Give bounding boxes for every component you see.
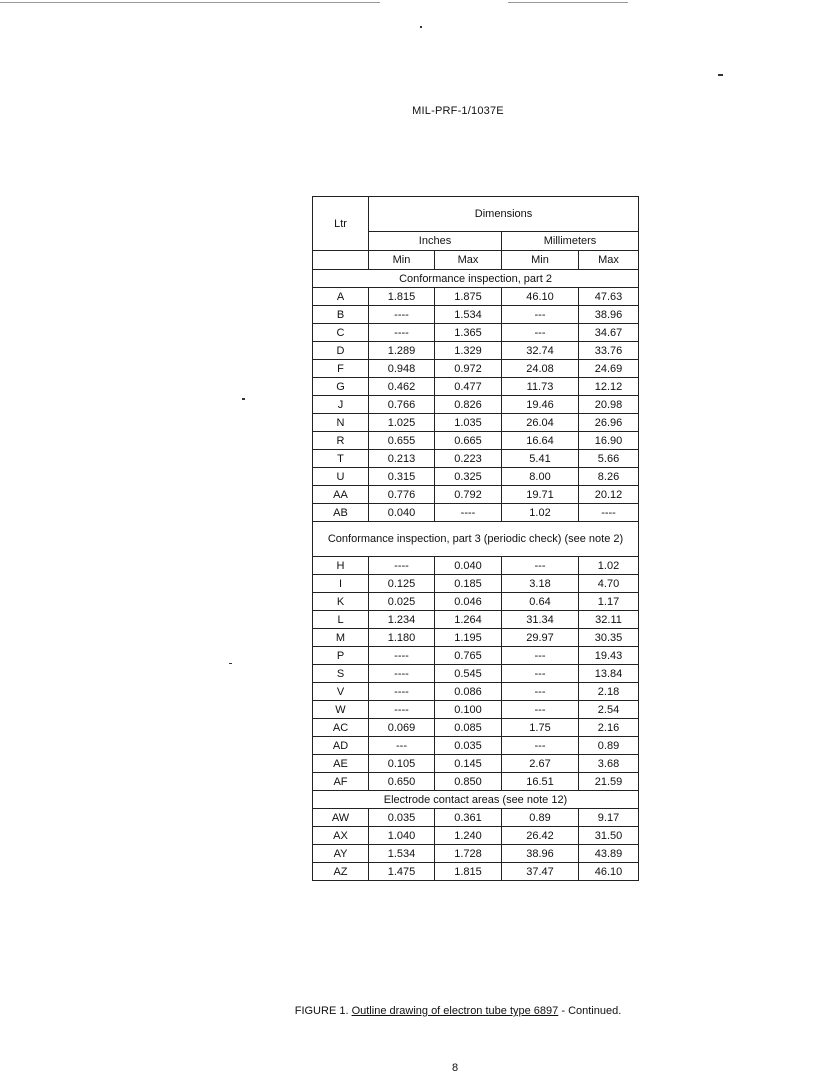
letter-cell: T [313, 450, 369, 468]
inches-header: Inches [369, 232, 502, 251]
value-cell: 21.59 [579, 773, 639, 791]
letter-cell: AX [313, 827, 369, 845]
letter-cell: S [313, 665, 369, 683]
value-cell: 24.08 [502, 360, 579, 378]
value-cell: 31.34 [502, 611, 579, 629]
scan-edge-line [508, 2, 628, 3]
letter-cell: AW [313, 809, 369, 827]
mm-min-header: Min [502, 251, 579, 270]
value-cell: 0.125 [369, 575, 435, 593]
table-body [313, 270, 639, 881]
value-cell: 1.289 [369, 342, 435, 360]
value-cell: 1.534 [435, 306, 502, 324]
table-row [313, 504, 639, 522]
value-cell: 0.100 [435, 701, 502, 719]
value-cell: 0.035 [369, 809, 435, 827]
value-cell: --- [502, 306, 579, 324]
value-cell: 1.329 [435, 342, 502, 360]
scan-edge-line [0, 2, 380, 3]
letter-cell: AZ [313, 863, 369, 881]
document-id: MIL-PRF-1/1037E [412, 105, 504, 117]
value-cell: 19.71 [502, 486, 579, 504]
value-cell: 9.17 [579, 809, 639, 827]
letter-cell: AD [313, 737, 369, 755]
scan-speck [242, 398, 245, 400]
table-row [313, 450, 639, 468]
value-cell: 1.02 [502, 504, 579, 522]
table-row [313, 306, 639, 324]
value-cell: --- [502, 324, 579, 342]
value-cell: 16.64 [502, 432, 579, 450]
value-cell: 0.025 [369, 593, 435, 611]
value-cell: ---- [579, 504, 639, 522]
dimensions-table [312, 196, 639, 881]
value-cell: 8.26 [579, 468, 639, 486]
letter-cell: F [313, 360, 369, 378]
value-cell: 1.02 [579, 557, 639, 575]
value-cell: 0.792 [435, 486, 502, 504]
table-row [313, 629, 639, 647]
letter-cell: AE [313, 755, 369, 773]
value-cell: 26.42 [502, 827, 579, 845]
value-cell: 26.96 [579, 414, 639, 432]
scan-speck [718, 74, 723, 76]
value-cell: 4.70 [579, 575, 639, 593]
table-row [313, 737, 639, 755]
value-cell: 3.68 [579, 755, 639, 773]
ltr-header: Ltr [313, 197, 369, 251]
value-cell: 0.185 [435, 575, 502, 593]
letter-cell: I [313, 575, 369, 593]
table-row [313, 342, 639, 360]
letter-cell: J [313, 396, 369, 414]
value-cell: --- [502, 557, 579, 575]
value-cell: 0.948 [369, 360, 435, 378]
value-cell: 1.815 [435, 863, 502, 881]
letter-cell: R [313, 432, 369, 450]
table-row [313, 863, 639, 881]
value-cell: 31.50 [579, 827, 639, 845]
inches-max-header: Max [435, 251, 502, 270]
value-cell: 38.96 [502, 845, 579, 863]
caption-prefix: FIGURE 1. [294, 1005, 349, 1017]
table-row [313, 773, 639, 791]
value-cell: 8.00 [502, 468, 579, 486]
section-heading: Electrode contact areas (see note 12) [313, 791, 639, 809]
letter-cell: AF [313, 773, 369, 791]
value-cell: 0.655 [369, 432, 435, 450]
value-cell: 19.46 [502, 396, 579, 414]
value-cell: --- [502, 701, 579, 719]
value-cell: 1.195 [435, 629, 502, 647]
table-row [313, 378, 639, 396]
letter-cell: L [313, 611, 369, 629]
table-row [313, 701, 639, 719]
millimeters-header: Millimeters [502, 232, 639, 251]
letter-cell: M [313, 629, 369, 647]
value-cell: --- [502, 647, 579, 665]
value-cell: 0.040 [435, 557, 502, 575]
value-cell: 1.025 [369, 414, 435, 432]
table-row [313, 468, 639, 486]
value-cell: 0.223 [435, 450, 502, 468]
value-cell: 0.315 [369, 468, 435, 486]
value-cell: 0.213 [369, 450, 435, 468]
table-row [313, 809, 639, 827]
value-cell: 0.650 [369, 773, 435, 791]
value-cell: 0.361 [435, 809, 502, 827]
table-row [313, 486, 639, 504]
value-cell: 0.040 [369, 504, 435, 522]
value-cell: 43.89 [579, 845, 639, 863]
letter-cell: V [313, 683, 369, 701]
letter-cell: AC [313, 719, 369, 737]
value-cell: 0.145 [435, 755, 502, 773]
value-cell: 0.069 [369, 719, 435, 737]
value-cell: 0.826 [435, 396, 502, 414]
value-cell: 20.98 [579, 396, 639, 414]
value-cell: 1.728 [435, 845, 502, 863]
value-cell: 2.16 [579, 719, 639, 737]
value-cell: 1.040 [369, 827, 435, 845]
value-cell: 33.76 [579, 342, 639, 360]
value-cell: 11.73 [502, 378, 579, 396]
value-cell: 0.462 [369, 378, 435, 396]
table-row [313, 360, 639, 378]
table-row [313, 557, 639, 575]
value-cell: 0.64 [502, 593, 579, 611]
value-cell: 1.815 [369, 288, 435, 306]
table-row [313, 665, 639, 683]
value-cell: ---- [435, 504, 502, 522]
value-cell: 0.972 [435, 360, 502, 378]
value-cell: 29.97 [502, 629, 579, 647]
letter-cell: W [313, 701, 369, 719]
letter-cell: K [313, 593, 369, 611]
value-cell: 0.105 [369, 755, 435, 773]
mm-max-header: Max [579, 251, 639, 270]
value-cell: 1.75 [502, 719, 579, 737]
caption-suffix: - Continued. [561, 1005, 622, 1017]
table-row [313, 575, 639, 593]
value-cell: 2.67 [502, 755, 579, 773]
blank-header-cell [313, 251, 369, 270]
value-cell: 37.47 [502, 863, 579, 881]
value-cell: 12.12 [579, 378, 639, 396]
value-cell: 5.66 [579, 450, 639, 468]
value-cell: 2.54 [579, 701, 639, 719]
table-row [313, 396, 639, 414]
table-row [313, 845, 639, 863]
value-cell: 1.234 [369, 611, 435, 629]
table-row [313, 719, 639, 737]
value-cell: 1.240 [435, 827, 502, 845]
value-cell: 26.04 [502, 414, 579, 432]
scan-speck [229, 663, 232, 664]
value-cell: --- [369, 737, 435, 755]
table-row [313, 827, 639, 845]
section-heading: Conformance inspection, part 3 (periodic check) (see note 2) [313, 522, 639, 557]
table-row [313, 755, 639, 773]
value-cell: ---- [369, 324, 435, 342]
value-cell: 1.534 [369, 845, 435, 863]
value-cell: 1.035 [435, 414, 502, 432]
letter-cell: U [313, 468, 369, 486]
value-cell: 0.89 [502, 809, 579, 827]
letter-cell: H [313, 557, 369, 575]
value-cell: 0.776 [369, 486, 435, 504]
letter-cell: G [313, 378, 369, 396]
letter-cell: D [313, 342, 369, 360]
value-cell: 16.90 [579, 432, 639, 450]
value-cell: 19.43 [579, 647, 639, 665]
inches-min-header: Min [369, 251, 435, 270]
value-cell: 0.765 [435, 647, 502, 665]
value-cell: 1.875 [435, 288, 502, 306]
table-row [313, 414, 639, 432]
scan-speck [420, 26, 422, 28]
letter-cell: A [313, 288, 369, 306]
table-row [313, 324, 639, 342]
value-cell: 0.035 [435, 737, 502, 755]
value-cell: 0.477 [435, 378, 502, 396]
letter-cell: P [313, 647, 369, 665]
value-cell: 20.12 [579, 486, 639, 504]
value-cell: --- [502, 665, 579, 683]
dimensions-header: Dimensions [369, 197, 639, 232]
value-cell: 3.18 [502, 575, 579, 593]
figure-caption [0, 1005, 828, 1017]
value-cell: ---- [369, 557, 435, 575]
value-cell: 30.35 [579, 629, 639, 647]
value-cell: 2.18 [579, 683, 639, 701]
table-row [313, 593, 639, 611]
value-cell: 1.17 [579, 593, 639, 611]
letter-cell: AA [313, 486, 369, 504]
value-cell: 32.11 [579, 611, 639, 629]
value-cell: ---- [369, 306, 435, 324]
value-cell: 0.086 [435, 683, 502, 701]
value-cell: 0.665 [435, 432, 502, 450]
value-cell: 46.10 [579, 863, 639, 881]
letter-cell: N [313, 414, 369, 432]
letter-cell: B [313, 306, 369, 324]
section-heading: Conformance inspection, part 2 [313, 270, 639, 288]
value-cell: 46.10 [502, 288, 579, 306]
table-row [313, 683, 639, 701]
value-cell: 38.96 [579, 306, 639, 324]
value-cell: 1.475 [369, 863, 435, 881]
page-number: 8 [452, 1062, 459, 1074]
letter-cell: AB [313, 504, 369, 522]
letter-cell: AY [313, 845, 369, 863]
value-cell: 24.69 [579, 360, 639, 378]
value-cell: 0.085 [435, 719, 502, 737]
value-cell: 16.51 [502, 773, 579, 791]
value-cell: 0.89 [579, 737, 639, 755]
value-cell: 13.84 [579, 665, 639, 683]
value-cell: --- [502, 737, 579, 755]
value-cell: 47.63 [579, 288, 639, 306]
value-cell: ---- [369, 647, 435, 665]
value-cell: 34.67 [579, 324, 639, 342]
table-row [313, 611, 639, 629]
value-cell: 0.325 [435, 468, 502, 486]
value-cell: 0.850 [435, 773, 502, 791]
letter-cell: C [313, 324, 369, 342]
value-cell: 1.264 [435, 611, 502, 629]
value-cell: 1.365 [435, 324, 502, 342]
table-row [313, 288, 639, 306]
value-cell: 32.74 [502, 342, 579, 360]
value-cell: 0.046 [435, 593, 502, 611]
value-cell: ---- [369, 701, 435, 719]
value-cell: 0.766 [369, 396, 435, 414]
table-row [313, 432, 639, 450]
caption-title: Outline drawing of electron tube type 6897 [351, 1005, 559, 1017]
value-cell: 0.545 [435, 665, 502, 683]
value-cell: ---- [369, 665, 435, 683]
value-cell: ---- [369, 683, 435, 701]
value-cell: 5.41 [502, 450, 579, 468]
value-cell: 1.180 [369, 629, 435, 647]
value-cell: --- [502, 683, 579, 701]
table-row [313, 647, 639, 665]
